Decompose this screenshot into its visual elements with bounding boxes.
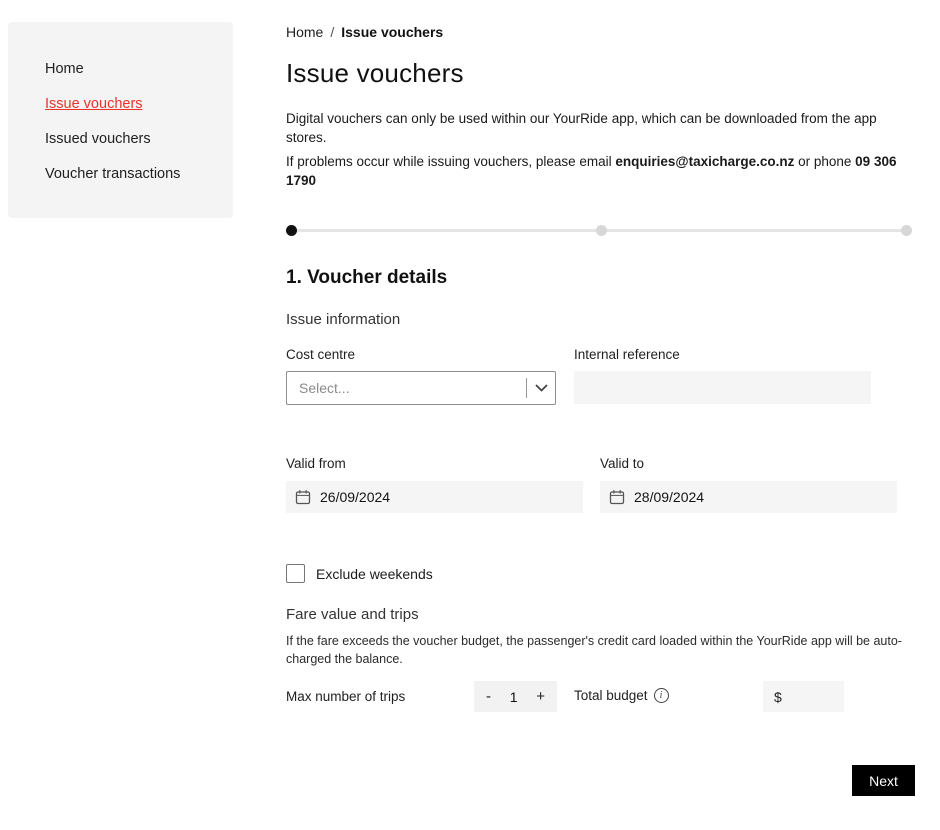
valid-from-value: 26/09/2024: [320, 489, 391, 505]
currency-symbol: $: [774, 688, 782, 705]
cost-centre-select[interactable]: [286, 371, 556, 405]
valid-to-value: 28/09/2024: [634, 489, 705, 505]
valid-from-label: Valid from: [286, 456, 346, 471]
cost-centre-label: Cost centre: [286, 347, 356, 362]
sidebar: [8, 22, 233, 218]
total-budget-input[interactable]: [788, 689, 838, 705]
breadcrumb-current: Issue vouchers: [341, 24, 444, 40]
support-email: enquiries@taxicharge.co.nz: [615, 154, 795, 169]
sidebar-nav: [45, 60, 180, 200]
exclude-weekends-checkbox[interactable]: [286, 564, 305, 583]
stepper-dot-step2: [596, 225, 607, 236]
internal-reference-input[interactable]: [574, 371, 871, 404]
total-budget-label: Total budget: [574, 688, 648, 703]
calendar-icon: [295, 489, 311, 505]
issue-information-heading: Issue information: [286, 311, 401, 328]
cost-centre-selected-value: Select...: [299, 380, 350, 396]
max-trips-value[interactable]: 1: [509, 688, 518, 705]
trips-decrement-button[interactable]: -: [486, 688, 491, 705]
exclude-weekends-row: [286, 564, 433, 583]
page-title: Issue vouchers: [286, 58, 464, 88]
max-trips-stepper: [474, 681, 557, 712]
intro-paragraph-2: [286, 152, 912, 190]
valid-from-date-field[interactable]: [286, 481, 583, 513]
sidebar-item-voucher-transactions[interactable]: Voucher transactions: [45, 166, 181, 182]
valid-to-label: Valid to: [600, 456, 645, 471]
next-button[interactable]: Next: [852, 765, 915, 796]
breadcrumb: [286, 24, 443, 40]
sidebar-item-home[interactable]: Home: [45, 61, 84, 77]
breadcrumb-home-link[interactable]: Home: [286, 24, 324, 40]
sidebar-item-issued-vouchers[interactable]: Issued vouchers: [45, 131, 151, 147]
info-icon[interactable]: i: [654, 688, 669, 703]
total-budget-label-row: [574, 688, 669, 703]
internal-reference-label: Internal reference: [574, 347, 680, 362]
valid-to-date-field[interactable]: [600, 481, 897, 513]
main-content: [286, 0, 912, 830]
sidebar-item-issue-vouchers[interactable]: Issue vouchers: [45, 96, 143, 112]
fare-note: If the fare exceeds the voucher budget, the passenger's credit card loaded within the YourRide app will be auto-charged the balance.: [286, 634, 902, 666]
stepper-dot-step3: [901, 225, 912, 236]
intro-line2-prefix: If problems occur while issuing vouchers, please email: [286, 154, 616, 169]
stepper-dot-step1-active: [286, 225, 297, 236]
total-budget-field: [763, 681, 844, 712]
breadcrumb-separator: /: [330, 24, 335, 40]
intro-line2-middle: or phone: [794, 154, 856, 169]
section-title-voucher-details: 1. Voucher details: [286, 267, 448, 288]
fare-value-heading: Fare value and trips: [286, 606, 419, 623]
chevron-down-icon: [527, 384, 555, 392]
exclude-weekends-label: Exclude weekends: [316, 565, 433, 582]
support-phone: 09 306 1790: [286, 154, 897, 189]
max-trips-label: Max number of trips: [286, 689, 406, 704]
trips-increment-button[interactable]: +: [536, 688, 545, 705]
progress-stepper: [286, 224, 912, 237]
intro-paragraph-1: Digital vouchers can only be used within our YourRide app, which can be downloaded from the app stores.: [286, 111, 877, 146]
calendar-icon: [609, 489, 625, 505]
